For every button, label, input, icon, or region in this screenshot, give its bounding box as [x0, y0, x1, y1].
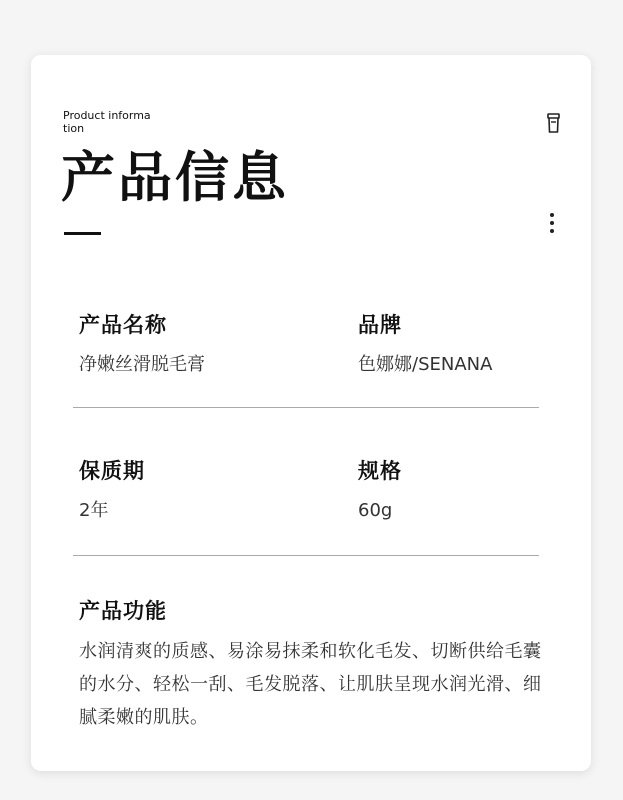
divider [73, 555, 539, 556]
shelf-life-value: 2年 [79, 500, 109, 521]
product-name-label: 产品名称 [79, 313, 167, 337]
brand-label: 品牌 [358, 313, 402, 337]
product-function-label: 产品功能 [79, 599, 167, 623]
vertical-dots-icon [548, 213, 556, 237]
tube-icon [547, 113, 560, 134]
product-info-card [31, 55, 591, 771]
divider [73, 407, 539, 408]
product-function-description: 水润清爽的质感、易涂易抹柔和软化毛发、切断供给毛囊的水分、轻松一刮、毛发脱落、让肌肤呈现水润光滑、细腻柔嫩的肌肤。 [79, 641, 542, 728]
page-title: 产品信息 [61, 146, 289, 209]
spec-value: 60g [358, 500, 393, 521]
spec-label: 规格 [358, 459, 402, 483]
brand-value: 色娜娜/SENANA [358, 354, 493, 375]
english-section-label: Product information [63, 109, 151, 135]
shelf-life-label: 保质期 [79, 459, 145, 483]
product-name-value: 净嫩丝滑脱毛膏 [79, 354, 205, 375]
title-underline [64, 232, 101, 235]
